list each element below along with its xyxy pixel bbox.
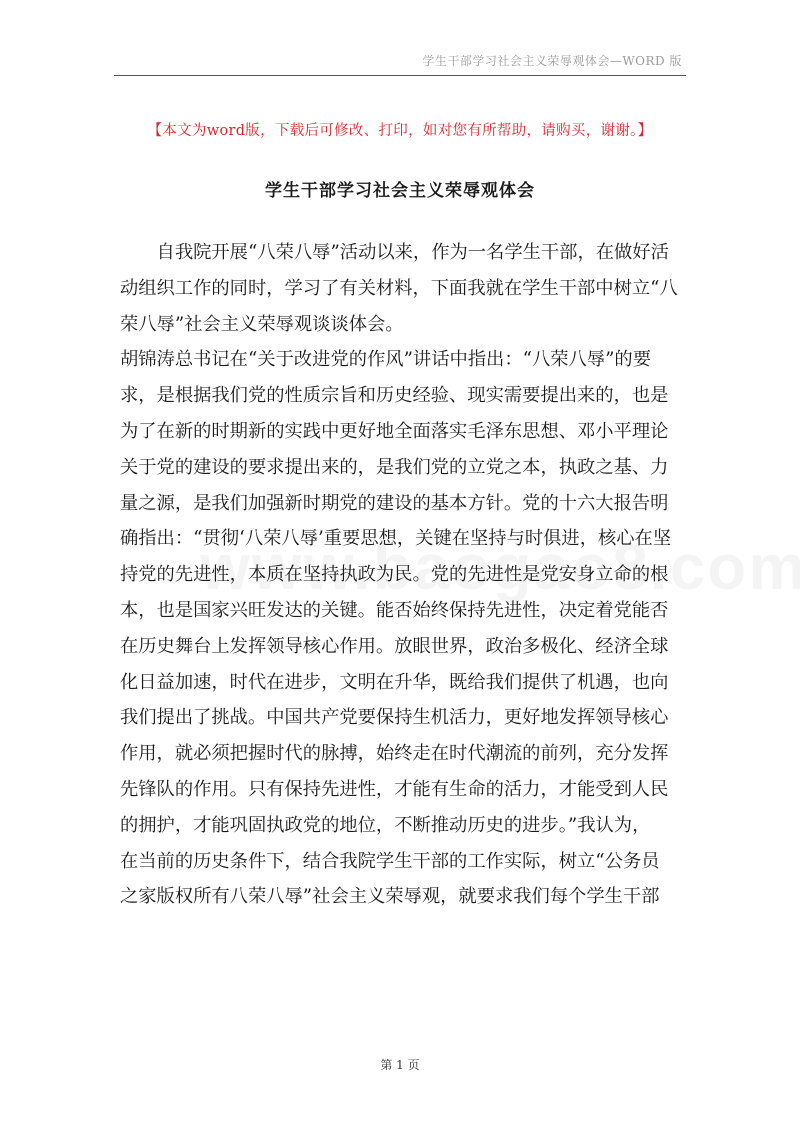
running-header: 学生干部学习社会主义荣辱观体会—WORD 版 <box>422 54 682 68</box>
body-line: 之家版权所有八荣八辱”社会主义荣辱观，就要求我们每个学生干部 <box>120 886 660 908</box>
body-line: 荣八辱”社会主义荣辱观谈谈体会。 <box>120 313 404 335</box>
purchase-notice: 【本文为word版，下载后可修改、打印，如对您有所帮助，请购买，谢谢。】 <box>147 123 653 139</box>
body-line: 的拥护，才能巩固执政党的地位，不断推动历史的进步。”我认为， <box>120 814 651 836</box>
header-divider <box>114 75 686 76</box>
body-line: 在历史舞台上发挥领导核心作用。放眼世界，政治多极化、经济全球 <box>120 635 669 657</box>
body-line: 求，是根据我们党的性质宗旨和历史经验、现实需要提出来的，也是 <box>120 385 669 407</box>
body-line: 作用，就必须把握时代的脉搏，始终走在时代潮流的前列，充分发挥 <box>120 743 669 765</box>
body-line: 在当前的历史条件下，结合我院学生干部的工作实际，树立“公务员 <box>120 850 660 872</box>
body-line: 为了在新的时期新的实践中更好地全面落实毛泽东思想、邓小平理论 <box>120 420 669 442</box>
document-title: 学生干部学习社会主义荣辱观体会 <box>265 181 535 201</box>
body-line: 持党的先进性，本质在坚持执政为民。党的先进性是党安身立命的根 <box>120 564 669 586</box>
body-line: 量之源，是我们加强新时期党的建设的基本方针。党的十六大报告明 <box>120 492 669 514</box>
body-line: 先锋队的作用。只有保持先进性，才能有生命的活力，才能受到人民 <box>120 778 669 800</box>
body-line: 关于党的建设的要求提出来的，是我们党的立党之本，执政之基、力 <box>120 456 669 478</box>
body-line: 本，也是国家兴旺发达的关键。能否始终保持先进性，决定着党能否 <box>120 599 669 621</box>
document-body <box>120 235 684 915</box>
body-line: 确指出：“贯彻‘八荣八辱’重要思想，关键在坚持与时俱进，核心在坚 <box>120 528 672 550</box>
body-line: 动组织工作的同时，学习了有关材料，下面我就在学生干部中树立“八 <box>120 277 678 299</box>
body-line: 胡锦涛总书记在“关于改进党的作风”讲话中指出：“八荣八辱”的要 <box>120 349 651 371</box>
page-number: 第 1 页 <box>380 1058 420 1072</box>
body-line: 化日益加速，时代在进步，文明在升华，既给我们提供了机遇，也向 <box>120 671 669 693</box>
body-line: 我们提出了挑战。中国共产党要保持生机活力，更好地发挥领导核心 <box>120 707 669 729</box>
body-line: 自我院开展“八荣八辱”活动以来，作为一名学生干部，在做好活 <box>120 242 669 263</box>
